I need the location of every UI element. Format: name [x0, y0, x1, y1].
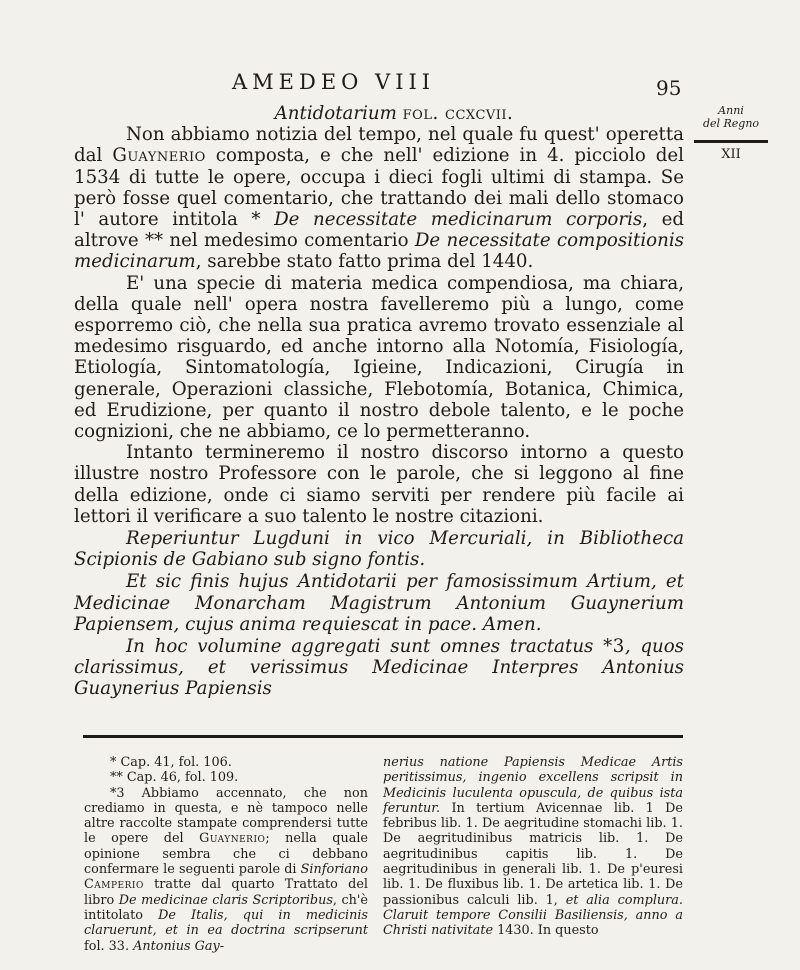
paragraph-1-text-d: , sarebbe stato fatto prima del 1440. — [195, 251, 534, 273]
sidebar-divider — [694, 140, 768, 143]
paragraph-1-title-2: De necessitate compositionis medicinarum — [74, 230, 684, 273]
paragraph-2: E' una specie di materia medica compendiosa, ma chiara, della quale nell' opera nostra favelleremo più a lungo, come esporremo ciò, che nella sua pratica avremo trovato essenziale al medesimo risguardo, ed anche intorno alla Notomía, Fisiología, Etiología, Sintomatología, Igieine, Indicazioni, Cirugía in generale, Operazioni classiche, Flebotomía, Botanica, Chimica, ed Erudizione, per quanto il nostro debole talento, e le poche cognizioni, che ne abbiamo, ce lo permetteranno. — [74, 272, 684, 443]
footnote-divider — [83, 735, 683, 738]
sidebar-regnal-year: XII — [721, 147, 741, 162]
footnote-2: ** Cap. 46, fol. 109. — [110, 770, 239, 786]
margin-sidebar — [690, 104, 772, 161]
paragraph-1-text-a: Non abbiamo notizia del tempo, nel quale fu quest' operetta dal — [74, 124, 684, 167]
section-title-work: Antidotarium — [274, 103, 397, 124]
sidebar-label-line1: Anni — [718, 104, 744, 117]
latin-quote-1: Reperiuntur Lugduni in vico Mercuriali, in Bibliotheca Scipionis de Gabiano sub signo fontis. — [74, 528, 684, 571]
footnote-3-book: De medicinae claris Scriptoribus — [118, 892, 333, 908]
footnote-3-text-c: tratte dal quarto Trattato del libro — [84, 877, 368, 908]
footnote-3-text-a: *3 Abbiamo accennato, che non crediamo in questa, e nè tampoco nelle altre raccolte stampate comprendersi tutte le opere del — [84, 785, 368, 847]
latin-quote-3-text-b: , quos clarissimus, et verissimus Medicinae Interpres Antonius Guaynerius Papiensis — [74, 636, 685, 700]
footnote-3-surname: Camperio — [84, 877, 144, 893]
footnote-1: * Cap. 41, fol. 106. — [110, 755, 232, 770]
paragraph-1-title-1: De necessitate medicinarum corporis — [274, 209, 643, 231]
footnote-3-text-d: , ch'è intitolato — [84, 892, 368, 923]
latin-quote-3-mark: *3 — [603, 636, 625, 658]
footnotes-right-column — [383, 755, 683, 939]
latin-quote-2: Et sic finis hujus Antidotarii per famosissimum Artium, et Medicinae Monarcham Magistrum Antonium Guaynerium Papiensem, cujus anima requiescat in pace. Amen. — [74, 571, 684, 635]
footnote-continuation-end: 1430. In questo — [497, 923, 599, 939]
footnote-3 — [84, 786, 368, 954]
latin-quote-3 — [74, 636, 684, 700]
section-title — [74, 103, 684, 124]
footnote-3-latin: De Italis, qui in medicinis claruerunt, et in ea doctrina scripserunt — [84, 907, 368, 939]
main-text — [74, 103, 684, 700]
footnote-continuation-list: In tertium Avicennae lib. 1 De febribus lib. 1. De aegritudine stomachi lib. 1. De aegritudinibus matricis lib. 1. De aegritudinibus capitis lib. 1. De aegritudinibus in generali lib. 1. De p'euresi lib. 1. De fluxibus lib. 1. De artetica lib. 1. De passionibus calculi lib. 1, — [383, 800, 683, 908]
footnote-continuation-latin-c: et alia complura. Claruit tempore Consilii Basiliensis, anno a Christi nativitate — [383, 892, 683, 939]
footnote-3-text-b: ; nella quale opinione sembra che ci debbano confermare le seguenti parole di — [84, 831, 369, 878]
footnote-3-latin-tail: Antonius Gay- — [133, 938, 225, 954]
footnote-3-name: Sinforiano — [300, 862, 368, 878]
paragraph-3: Intanto termineremo il nostro discorso intorno a questo illustre nostro Professore con le parole, che si leggono al fine della edizione, onde ci siamo serviti per rendere più facile ai lettori il verificare a suo talento le nostre citazioni. — [74, 442, 684, 527]
running-head: AMEDEO VIII — [232, 70, 436, 94]
footnote-3-author: Guaynerio — [199, 831, 266, 847]
page-number: 95 — [656, 76, 682, 100]
footnote-continuation-latin-a: nerius natione Papiensis Medicae Artis peritissimus, ingenio excellens scripsit in Medicinis luculenta opuscula, de quibus ista feruntur. — [383, 755, 683, 816]
sidebar-label-line2: del Regno — [702, 117, 760, 130]
paragraph-1-author: Guaynerio — [112, 145, 206, 167]
latin-quote-3-text-a: In hoc volumine aggregati sunt omnes tractatus — [126, 636, 594, 658]
section-title-ref: fol. ccxcvii. — [402, 103, 514, 124]
paragraph-1-text-b: composta, e che nell' edizione in 4. picciolo del 1534 di tutte le opere, occupa i dieci fogli ultimi di stampa. Se però fosse quel comentario, che trattando dei mali dello stomaco l' autore intitola * — [74, 145, 684, 231]
paragraph-1 — [74, 124, 684, 272]
footnote-3-text-e: fol. 33. — [84, 938, 130, 954]
footnote-continuation — [383, 755, 683, 939]
paragraph-1-text-c: , ed altrove ** nel medesimo comentario — [74, 209, 684, 252]
footnotes-left-column — [84, 755, 368, 954]
